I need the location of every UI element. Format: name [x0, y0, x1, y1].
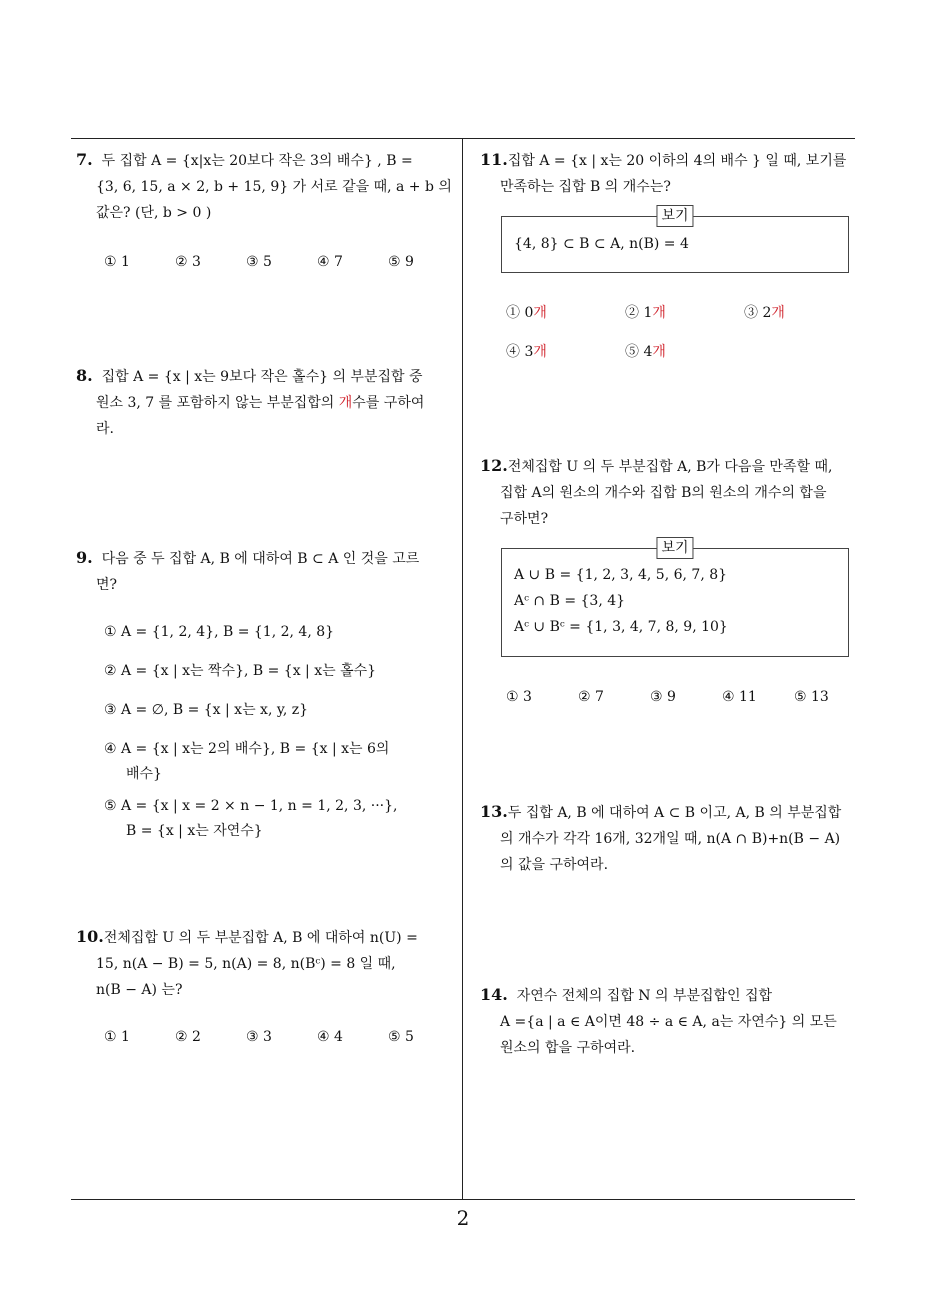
- question-number: 9.: [76, 548, 93, 567]
- choice[interactable]: ④ 11: [722, 689, 757, 705]
- column-divider: [462, 138, 463, 1200]
- choice-text: ⑤ 4: [625, 344, 653, 360]
- question-12: [480, 453, 860, 532]
- question-text: 두 집합 A, B 에 대하여 A ⊂ B 이고, A, B 의 부분집합: [507, 805, 842, 821]
- question-text: 전체집합 U 의 두 부분집합 A, B가 다음을 만족할 때,: [507, 459, 833, 475]
- choice[interactable]: ② 7: [578, 689, 604, 705]
- choice[interactable]: ② A = {x | x는 짝수}, B = {x | x는 홀수}: [104, 663, 377, 679]
- choice[interactable]: ⑤ 5: [388, 1029, 414, 1045]
- question-10: [76, 924, 456, 1003]
- choice[interactable]: ③ A = ∅, B = {x | x는 x, y, z}: [104, 702, 309, 718]
- box-line: Aᶜ ∪ Bᶜ = {1, 3, 4, 7, 8, 9, 10}: [514, 619, 728, 635]
- question-8: [76, 363, 456, 442]
- question-14: [480, 982, 860, 1061]
- question-7: [76, 147, 456, 226]
- highlight-text: 개: [338, 395, 353, 411]
- choice[interactable]: [625, 341, 744, 361]
- choice[interactable]: ② 3: [175, 254, 201, 270]
- choice[interactable]: ④ A = {x | x는 2의 배수}, B = {x | x는 6의: [104, 741, 390, 757]
- box-line: Aᶜ ∩ B = {3, 4}: [514, 593, 626, 609]
- bottom-rule: [71, 1199, 855, 1200]
- question-number: 12.: [480, 456, 508, 475]
- choice-text: ① 0: [506, 305, 534, 321]
- choice[interactable]: ④ 4: [317, 1029, 343, 1045]
- choice[interactable]: ④ 7: [317, 254, 343, 270]
- question-text: {3, 6, 15, a × 2, b + 15, 9} 가 서로 같을 때, a + b 의: [96, 179, 452, 195]
- page-number: 2: [456, 1206, 470, 1230]
- question-text: A ={a | a ∈ A이면 48 ÷ a ∈ A, a는 자연수} 의 모든: [500, 1014, 837, 1030]
- choice-unit: 개: [652, 305, 666, 321]
- answer-choices-12: [506, 689, 866, 705]
- question-text: 두 집합 A = {x|x는 20보다 작은 3의 배수} , B =: [101, 153, 413, 169]
- question-text: 집합 A의 원소의 개수와 집합 B의 원소의 개수의 합을: [500, 485, 827, 501]
- choice[interactable]: ① A = {1, 2, 4}, B = {1, 2, 4, 8}: [104, 624, 335, 640]
- question-text: 라.: [96, 421, 114, 437]
- question-text: 만족하는 집합 B 의 개수는?: [500, 179, 671, 195]
- choice[interactable]: ③ 5: [246, 254, 272, 270]
- question-text: 값은? (단, b > 0 ): [96, 205, 212, 221]
- question-text: 원소의 합을 구하여라.: [500, 1040, 636, 1056]
- answer-choices-11-row1: [506, 302, 863, 322]
- choice[interactable]: ② 2: [175, 1029, 201, 1045]
- choice-unit: 개: [771, 305, 785, 321]
- box-title: 보기: [656, 537, 693, 559]
- choice[interactable]: [625, 302, 744, 322]
- choice[interactable]: ① 3: [506, 689, 532, 705]
- choice[interactable]: ① 1: [104, 1029, 130, 1045]
- choice-text: ③ 2: [744, 305, 772, 321]
- choice-continuation: B = {x | x는 자연수}: [126, 823, 263, 839]
- choice[interactable]: ⑤ 9: [388, 254, 414, 270]
- choice-unit: 개: [652, 344, 666, 360]
- answer-choices-7: [104, 254, 459, 270]
- question-text: 집합 A = {x | x는 9보다 작은 홀수} 의 부분집합 중: [101, 369, 423, 385]
- question-text: 의 개수가 각각 16개, 32개일 때, n(A ∩ B)+n(B − A): [500, 831, 841, 847]
- question-text: 의 값을 구하여라.: [500, 857, 609, 873]
- question-number: 10.: [76, 927, 104, 946]
- answer-choices-10: [104, 1029, 459, 1045]
- question-text: 원소 3, 7 를 포함하지 않는 부분집합의: [96, 395, 339, 411]
- answer-choices-11-row2: [506, 341, 744, 361]
- question-9: [76, 545, 456, 598]
- box-line: A ∪ B = {1, 2, 3, 4, 5, 6, 7, 8}: [514, 567, 728, 583]
- question-text: 전체집합 U 의 두 부분집합 A, B 에 대하여 n(U) =: [103, 930, 418, 946]
- choice[interactable]: ⑤ A = {x | x = 2 × n − 1, n = 1, 2, 3, ···},: [104, 798, 398, 814]
- question-text: n(B − A) 는?: [96, 982, 183, 998]
- question-11: [480, 147, 860, 200]
- question-text: 자연수 전체의 집합 N 의 부분집합인 집합: [516, 988, 773, 1004]
- question-text: 수를 구하여: [352, 395, 425, 411]
- choice[interactable]: ① 1: [104, 254, 130, 270]
- question-number: 11.: [480, 150, 508, 169]
- question-number: 13.: [480, 802, 508, 821]
- question-text: 면?: [96, 577, 118, 593]
- question-text: 집합 A = {x | x는 20 이하의 4의 배수 } 일 때, 보기를: [507, 153, 847, 169]
- choice[interactable]: [506, 302, 625, 322]
- top-rule: [71, 138, 855, 139]
- choice-unit: 개: [533, 305, 547, 321]
- choice-text: ④ 3: [506, 344, 534, 360]
- question-13: [480, 799, 860, 878]
- box-line: {4, 8} ⊂ B ⊂ A, n(B) = 4: [514, 236, 689, 252]
- question-text: 구하면?: [500, 511, 549, 527]
- choice-text: ② 1: [625, 305, 653, 321]
- box-title: 보기: [656, 205, 693, 227]
- example-box-11: [501, 208, 849, 273]
- question-number: 8.: [76, 366, 93, 385]
- choice[interactable]: [744, 302, 863, 322]
- question-number: 14.: [480, 985, 508, 1004]
- choice[interactable]: ③ 3: [246, 1029, 272, 1045]
- choice[interactable]: ⑤ 13: [794, 689, 829, 705]
- choice-continuation: 배수}: [126, 766, 162, 782]
- question-text: 다음 중 두 집합 A, B 에 대하여 B ⊂ A 인 것을 고르: [101, 551, 420, 567]
- question-number: 7.: [76, 150, 93, 169]
- example-box-12: [501, 540, 849, 657]
- question-text: 15, n(A − B) = 5, n(A) = 8, n(Bᶜ) = 8 일 때,: [96, 956, 396, 972]
- choice[interactable]: ③ 9: [650, 689, 676, 705]
- choice[interactable]: [506, 341, 625, 361]
- choice-unit: 개: [533, 344, 547, 360]
